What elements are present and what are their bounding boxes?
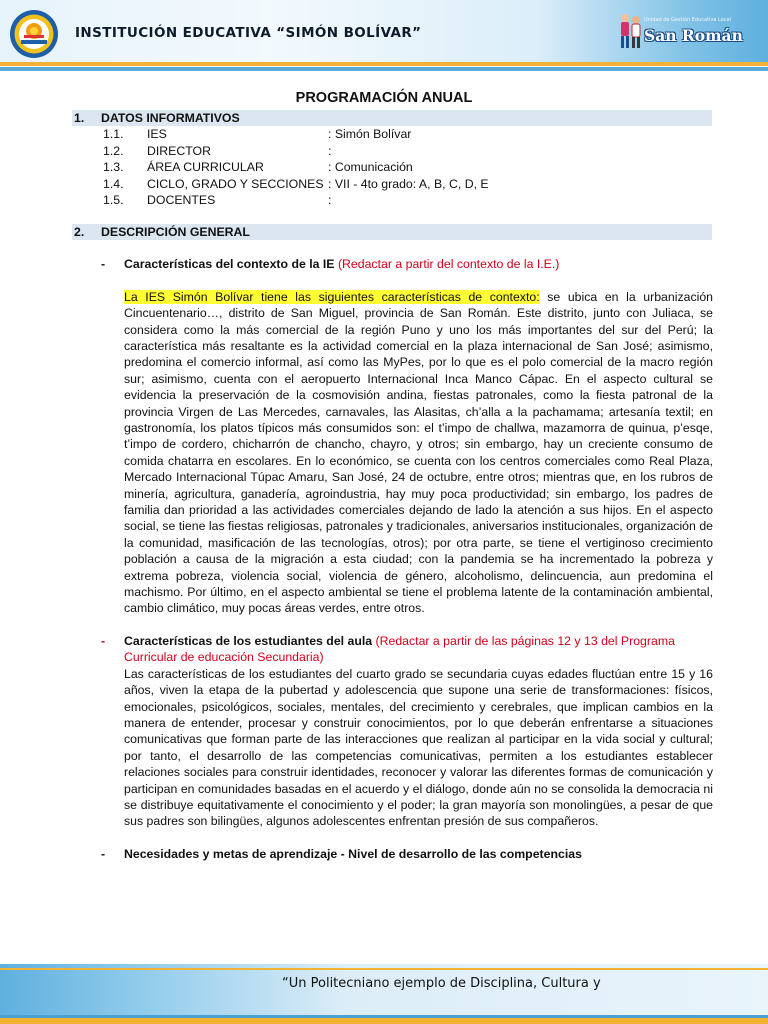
info-code: 1.2. xyxy=(103,143,124,158)
ugel-caption: Unidad de Gestión Educativa Local xyxy=(644,17,732,23)
info-code: 1.4. xyxy=(103,176,124,191)
bullet-context xyxy=(101,256,714,617)
info-row xyxy=(0,159,768,175)
info-key: IES xyxy=(147,127,167,142)
bullet-heading-line xyxy=(124,256,713,272)
context-paragraph xyxy=(124,289,713,617)
info-key: DOCENTES xyxy=(147,192,216,207)
school-name: INSTITUCIÓN EDUCATIVA “SIMÓN BOLÍVAR” xyxy=(75,25,422,41)
section-2-header xyxy=(72,224,712,240)
section-label: DESCRIPCIÓN GENERAL xyxy=(101,225,250,240)
bullet-heading: Características del contexto de la IE xyxy=(124,257,335,272)
highlighted-sentence: La IES Simón Bolívar tiene las siguientes características de contexto: xyxy=(124,289,540,304)
info-code: 1.5. xyxy=(103,192,124,207)
info-key: ÁREA CURRICULAR xyxy=(147,160,264,175)
info-row xyxy=(0,176,768,192)
bullet-heading: Necesidades y metas de aprendizaje - Nivel de desarrollo de las competencias xyxy=(124,846,582,861)
info-row xyxy=(0,192,768,208)
bullet-dash: - xyxy=(101,257,106,272)
students-figure-icon xyxy=(616,12,644,52)
bullet-dash: - xyxy=(101,846,106,861)
ugel-logo xyxy=(614,12,743,52)
section-label: DATOS INFORMATIVOS xyxy=(101,111,240,126)
info-key: CICLO, GRADO Y SECCIONES xyxy=(147,176,324,191)
page-footer xyxy=(0,964,768,1024)
bullet-dash: - xyxy=(101,633,106,648)
info-row xyxy=(0,143,768,159)
section-number: 2. xyxy=(74,225,85,240)
bullet-note: (Redactar a partir de las páginas 12 y 13 del Programa Curricular de educación Secundaria) xyxy=(124,633,675,665)
info-code: 1.3. xyxy=(103,160,124,175)
footer-motto: “Un Politecniano ejemplo de Disciplina, Cultura y xyxy=(282,976,601,991)
bullet-needs xyxy=(101,846,713,862)
document-title: PROGRAMACIÓN ANUAL xyxy=(295,90,473,106)
document-body xyxy=(0,88,768,862)
info-key: DIRECTOR xyxy=(147,143,211,158)
paragraph-text: se ubica en la urbanización Cincuentenario…, distrito de San Miguel, provincia de San Román. Este distrito, junto con Juliaca, se considera como la más comercial de la región Puno y uno los más importantes del sur del Perú; la característica más resaltante es la actividad comercial en la plaza internacional de San José; asimismo, predomina el comercio informal, así como las MyPes, por lo que es el polo comercial de la macro región sur; asimismo, cuenta con el aeropuerto Internacional Inca Manco Cápac. En el aspecto cultural se evidencia la preservación de la cosmovisión andina, fiestas patronales, como la fiesta patronal de la provincia Virgen de Las Mercedes, carnavales, las Alasitas, ch’alla a la pachamama; artesanía textil; en gastronomía, los platos típicos más consumidos son: el t’impo de challwa, mazamorra de quinua, p’esqe, t’impo de cordero, chicharrón de chancho, chayro, y otros; sin embargo, hay un creciente consumo de comida chatarra en escolares. En lo económico, se cuenta con los centros comerciales como Real Plaza, Mercado Internacional Túpac Amaru, San José, 24 de octubre, entre otros; mientras que, en los rubros de minería, agricultura, ganadería, agroindustria, hay muy poca productividad; sin embargo, los padres de familia dan prioridad a las actividades comerciales dejando de lado la atención a sus hijos. En el aspecto social, se tiene las fiestas religiosas, patronales y tradicionales, aniversarios institucionales, organización de la comunidad, masificación de las tecnologías, otros); por otra parte, se tiene el vertiginoso crecimiento población a causa de la migración a esta ciudad; con la pandemia se ha incrementado la pobreza y extrema pobreza, violencia social, violencia de género, alcoholismo, delincuencia, aun predomina el machismo. Por último, en el aspecto ambiental se tiene el problema latente de la contaminación ambiental, cambio climático, muy pocas áreas verdes, entre otros. xyxy=(124,289,714,616)
students-paragraph: Las características de los estudiantes del cuarto grado se secundaria cuyas edades fluctúan entre 15 y 16 años, viven la etapa de la pubertad y adolescencia que supone una serie de transformaciones: físicos, emocionales, psicológicos, sociales, mentales, del crecimiento y cerebrales, que implican cambios en la manera de entender, procesar y construir conocimientos, por lo que deberán enfrentarse a situaciones comunicativas que forman parte de las interacciones que realizan al participar en la vida social y cultural; por tanto, el desarrollo de las competencias comunicativas, permiten a los estudiantes establecer relaciones sociales para construir identidades, reconocer y valorar las diferentes formas de comunicación y participan en comunidades basadas en el acuerdo y el diálogo, donde aún no se consolida la democracia ni se distribuye equitativamente el conocimiento y el poder; la gran mayoría son monolingües, a pesar de que sus padres son bilingües, algunos adolescentes enfrentan presión de sus compañeros. xyxy=(124,666,713,829)
section-number: 1. xyxy=(74,111,85,126)
bullet-note: (Redactar a partir del contexto de la I.E.) xyxy=(337,257,560,272)
page-header xyxy=(0,0,768,66)
info-value: : Simón Bolívar xyxy=(328,127,412,142)
school-crest-logo xyxy=(9,9,59,59)
footer-gold-stripe xyxy=(0,1018,768,1024)
info-value: : xyxy=(328,192,332,207)
ugel-name: San Román xyxy=(644,26,743,45)
info-code: 1.1. xyxy=(103,127,124,142)
section-1-header xyxy=(72,110,712,126)
bullet-students xyxy=(101,633,713,830)
info-value: : VII - 4to grado: A, B, C, D, E xyxy=(328,176,489,191)
bullet-heading: Características de los estudiantes del aula xyxy=(124,633,373,648)
info-value: : xyxy=(328,143,332,158)
bullet-heading-line xyxy=(124,633,713,666)
info-value: : Comunicación xyxy=(328,160,413,175)
info-row xyxy=(0,126,768,142)
